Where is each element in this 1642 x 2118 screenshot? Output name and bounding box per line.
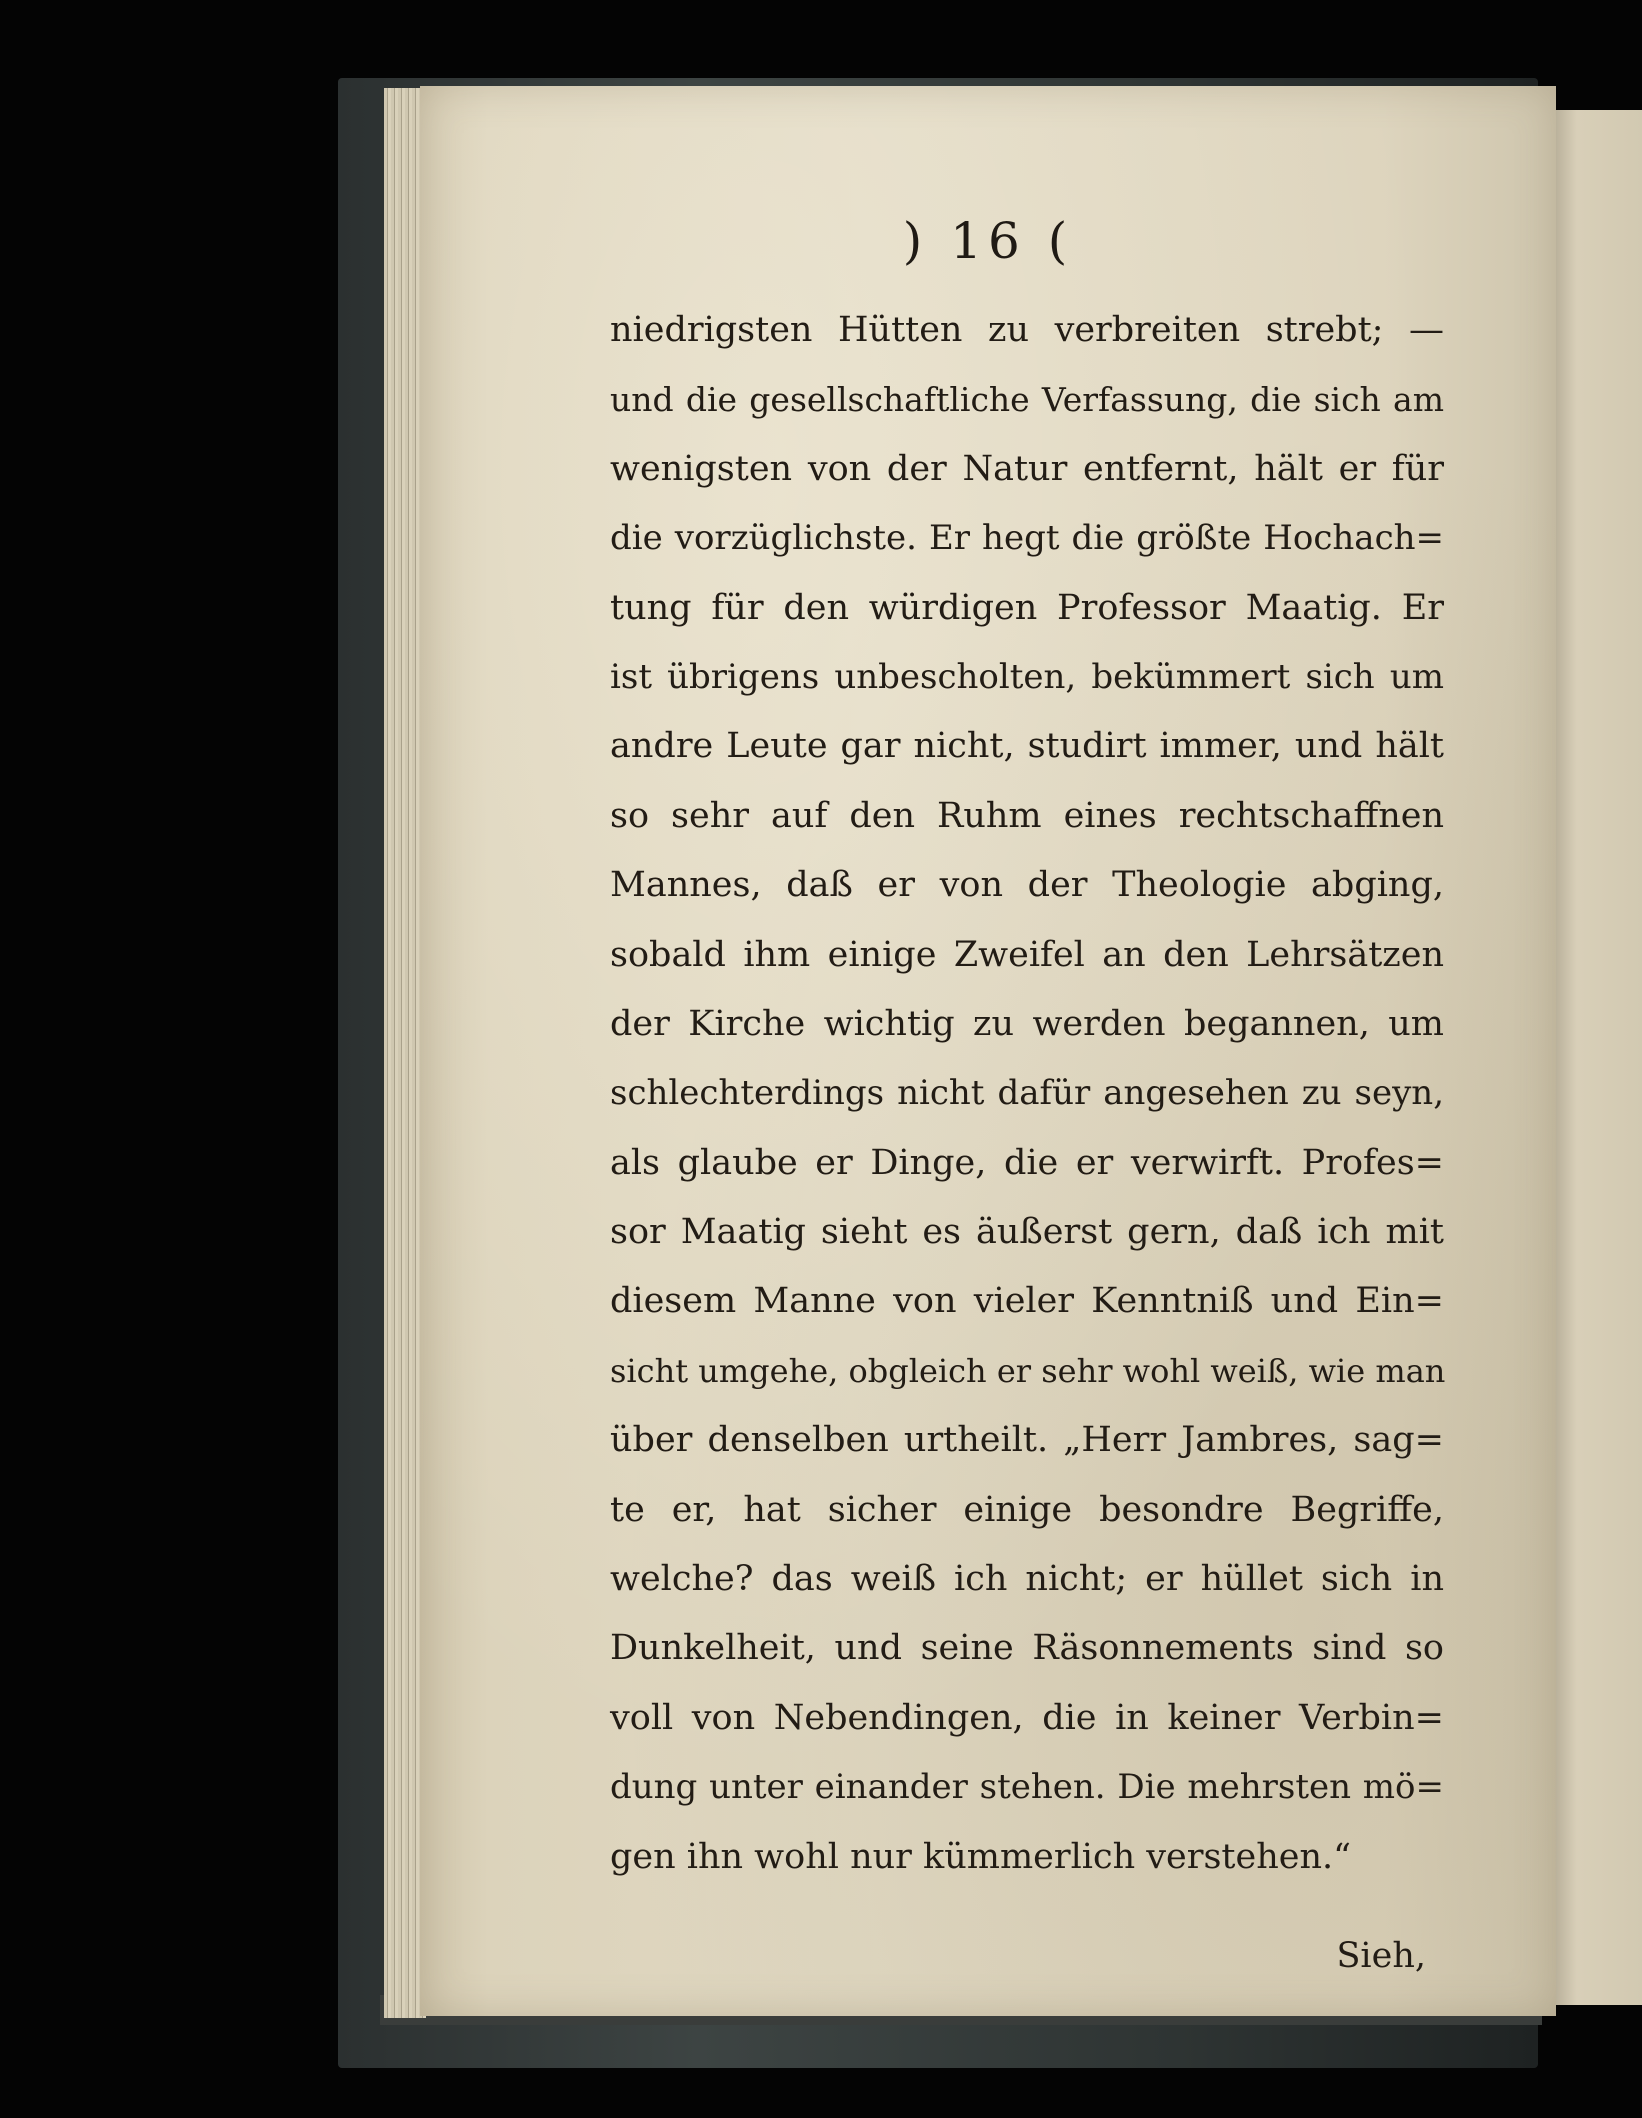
catchword: Sieh, [1336,1936,1426,1976]
text-line: die vorzüglichste. Er hegt die größte Hochach= [610,518,1444,559]
text-line: diesem Manne von vieler Kenntniß und Ein= [610,1281,1444,1322]
text-line: sor Maatig sieht es äußerst gern, daß ich mit [610,1212,1444,1253]
text-line: der Kirche wichtig zu werden begannen, um [610,1003,1444,1044]
text-line: über denselben urtheilt. „Herr Jambres, sag= [610,1420,1444,1461]
text-line: te er, hat sicher einige besondre Begriffe, [610,1489,1444,1530]
text-line: schlechterdings nicht dafür angesehen zu seyn, [610,1073,1444,1114]
text-line: tung für den würdigen Professor Maatig. Er [610,587,1444,628]
text-line: niedrigsten Hütten zu verbreiten strebt; — [610,310,1444,350]
text-line: sobald ihm einige Zweifel an den Lehrsätzen [610,934,1444,975]
page-number: ) 16 ( [902,212,1074,270]
text-line: dung unter einander stehen. Die mehrsten mö= [610,1767,1444,1808]
text-line: sicht umgehe, obgleich er sehr wohl weiß, wie man [610,1351,1446,1390]
text-line: welche? das weiß ich nicht; er hüllet sich in [610,1559,1444,1600]
text-line: Dunkelheit, und seine Räsonnements sind so [610,1628,1444,1669]
body-text [610,296,1444,1892]
text-line: andre Leute gar nicht, studirt immer, und hält [610,726,1444,767]
text-line: wenigsten von der Natur entfernt, hält er für [610,448,1444,489]
book-page [420,86,1556,2016]
text-line: ist übrigens unbescholten, bekümmert sich um [610,656,1444,697]
text-line: als glaube er Dinge, die er verwirft. Profes= [610,1142,1444,1183]
text-line: voll von Nebendingen, die in keiner Verbin= [610,1697,1444,1738]
text-line: so sehr auf den Ruhm eines rechtschaffnen [610,795,1444,836]
text-line: und die gesellschaftliche Verfassung, die sich am [610,380,1444,420]
text-line: gen ihn wohl nur kümmerlich verstehen.“ [610,1836,1352,1877]
facing-page-edge [1555,110,1642,2005]
text-line: Mannes, daß er von der Theologie abging, [610,865,1444,906]
